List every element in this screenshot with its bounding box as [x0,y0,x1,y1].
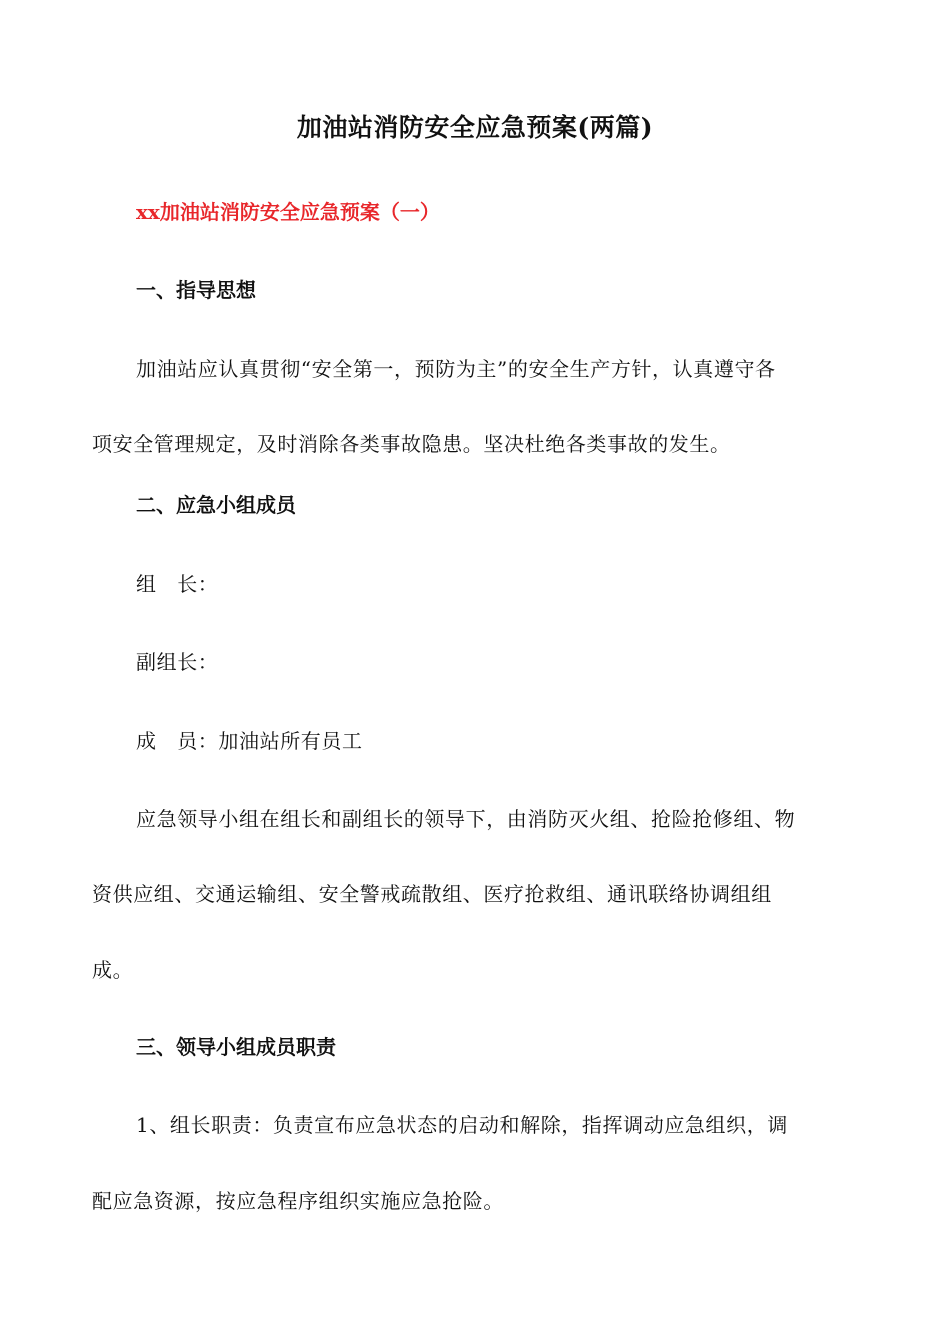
section-heading-leader-duties: 三、领导小组成员职责 [136,1035,336,1059]
deputy-leader-line: 副组长： [136,650,219,674]
team-leader-line: 组 长： [136,572,219,596]
paragraph-line: 1、组长职责：负责宣布应急状态的启动和解除，指挥调动应急组织，调 [136,1113,788,1137]
paragraph-line: 加油站应认真贯彻“安全第一，预防为主”的安全生产方针，认真遵守各 [136,357,776,381]
document-title: 加油站消防安全应急预案(两篇) [296,113,654,142]
document-subtitle: xx加油站消防安全应急预案（一） [136,200,440,224]
paragraph-line: 成。 [92,958,134,982]
paragraph-line: 资供应组、交通运输组、安全警戒疏散组、医疗抢救组、通讯联络协调组组 [92,882,772,906]
section-heading-guiding-ideology: 一、指导思想 [136,278,256,302]
section-heading-emergency-members: 二、应急小组成员 [136,493,296,517]
paragraph-line: 配应急资源，按应急程序组织实施应急抢险。 [92,1189,504,1213]
paragraph-line: 应急领导小组在组长和副组长的领导下，由消防灭火组、抢险抢修组、物 [136,807,796,831]
members-line: 成 员：加油站所有员工 [136,729,363,753]
paragraph-line: 项安全管理规定，及时消除各类事故隐患。坚决杜绝各类事故的发生。 [92,432,731,456]
